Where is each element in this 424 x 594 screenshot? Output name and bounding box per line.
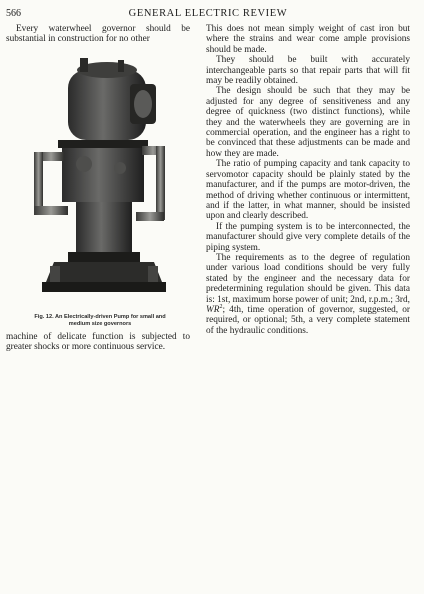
left-paragraph-top: Every waterwheel governor should be substantial in construction for no other [6,24,190,45]
right-paragraph-6 [206,253,410,336]
pump-illustration [28,56,170,300]
right-paragraph-1: This does not mean simply weight of cast iron but where the strains and wear come ample provisions should be made. [206,24,410,55]
right-paragraph-5: If the pumping system is to be interconnected, the manufacturer should give very complete details of the piping system. [206,221,410,253]
caption-line-1: Fig. 12. An Electrically-driven Pump for small and [34,314,166,320]
wr-superscript: 2 [219,303,223,310]
paragraph-6-part-b: ; 4th, time operation of governor, suggested, or required, or optional; 5th, a very complete statement of the hydraulic conditions. [206,304,410,336]
left-paragraph-bottom: machine of delicate function is subjected to greater shocks or more continuous service. [6,332,190,353]
left-column [6,24,190,45]
right-paragraph-4: The ratio of pumping capacity and tank capacity to servomotor capacity should be plainly stated by the manufacturer, and if the pumps are motor-driven, the method of driving whether continuous or intermittent, and if the latter, in what manner, should be insisted upon and clearly described. [206,159,410,222]
wr-term: WR [206,304,220,315]
figure-caption [18,314,182,328]
page-number: 566 [6,8,21,19]
figure-pump-photo [28,56,170,300]
caption-line-2: medium size governors [68,321,132,327]
left-column-bottom [6,332,190,353]
right-paragraph-2: They should be built with accurately interchangeable parts so that repair parts that will fit may be readily obtained. [206,55,410,87]
paragraph-6-part-a: The requirements as to the degree of regulation under various load conditions should be very fully stated by the engineer and the necessary data for predetermining regulation should be given. This data is: 1st, maximum horse power of unit; 2nd, r.p.m.; 3rd, [206,252,410,305]
right-column [206,24,410,336]
right-paragraph-3: The design should be such that they may be adjusted for any degree of sensitiveness and any degree of quickness (two distinct functions), while they and the waterwheels they are governing are in commercial operation, and the engineer has a right to be convinced that these adjustments can be made and how they are made. [206,86,410,159]
page-header [6,8,410,22]
running-title: GENERAL ELECTRIC REVIEW [128,8,288,19]
